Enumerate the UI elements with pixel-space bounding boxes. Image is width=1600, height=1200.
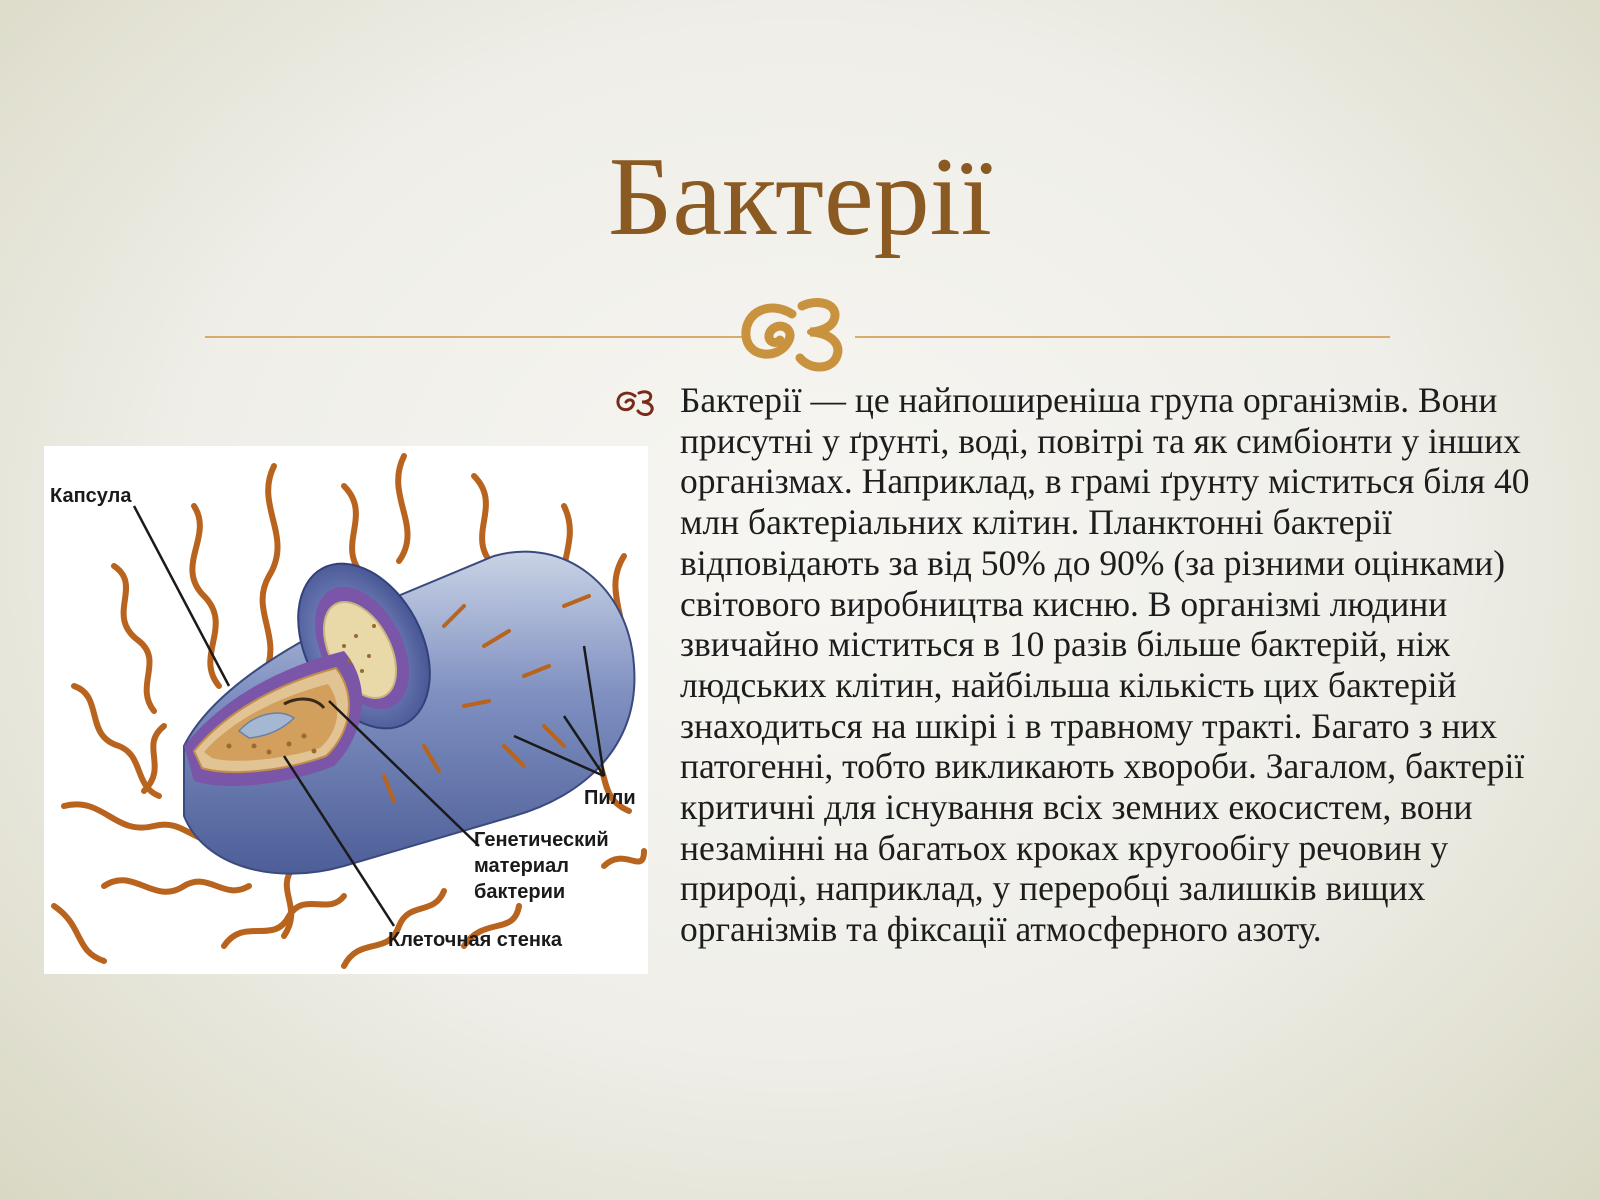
- label-pili: Пили: [584, 787, 636, 809]
- curl-ornament-icon: [615, 388, 657, 416]
- bacteria-description: Бактерії — це найпоширеніша група організмів. Вони присутні у ґрунті, воді, повітрі та як симбіонти у інших організмах. Наприклад, в грамі ґрунту міститься біля 40 млн бактеріальних клітин. Планктонні бактерії відповідають за від 50% до 90% (за різними оцінками) світового виробництва кисню. В організмі людини звичайно міститься в 10 разів більше бактерій, ніж людських клітин, найбільша кількість цих бактерій знаходиться на шкірі і в травному тракті. Багато з них патогенні, тобто викликають хвороби. Загалом, бактерії критичні для існування всіх земних екосистем, вони незамінні на багатьох кроках кругообігу речовин у природі, наприклад, у переробці залишків вищих організмів та фіксації атмосферного азоту.: [680, 380, 1530, 950]
- divider-line-right: [855, 336, 1390, 338]
- bacteria-illustration: [44, 446, 648, 974]
- calligraphic-ornament-icon: [740, 294, 860, 374]
- slide-title: Бактерії: [608, 135, 992, 259]
- divider-line-left: [205, 336, 745, 338]
- label-genetic-2: материал: [474, 855, 569, 877]
- bacteria-diagram: [44, 446, 648, 974]
- label-capsule: Капсула: [50, 485, 132, 507]
- label-genetic-1: Генетический: [474, 829, 609, 851]
- cell-body: [184, 541, 634, 874]
- label-genetic-3: бактерии: [474, 881, 566, 903]
- label-cell-wall: Клеточная стенка: [388, 929, 563, 951]
